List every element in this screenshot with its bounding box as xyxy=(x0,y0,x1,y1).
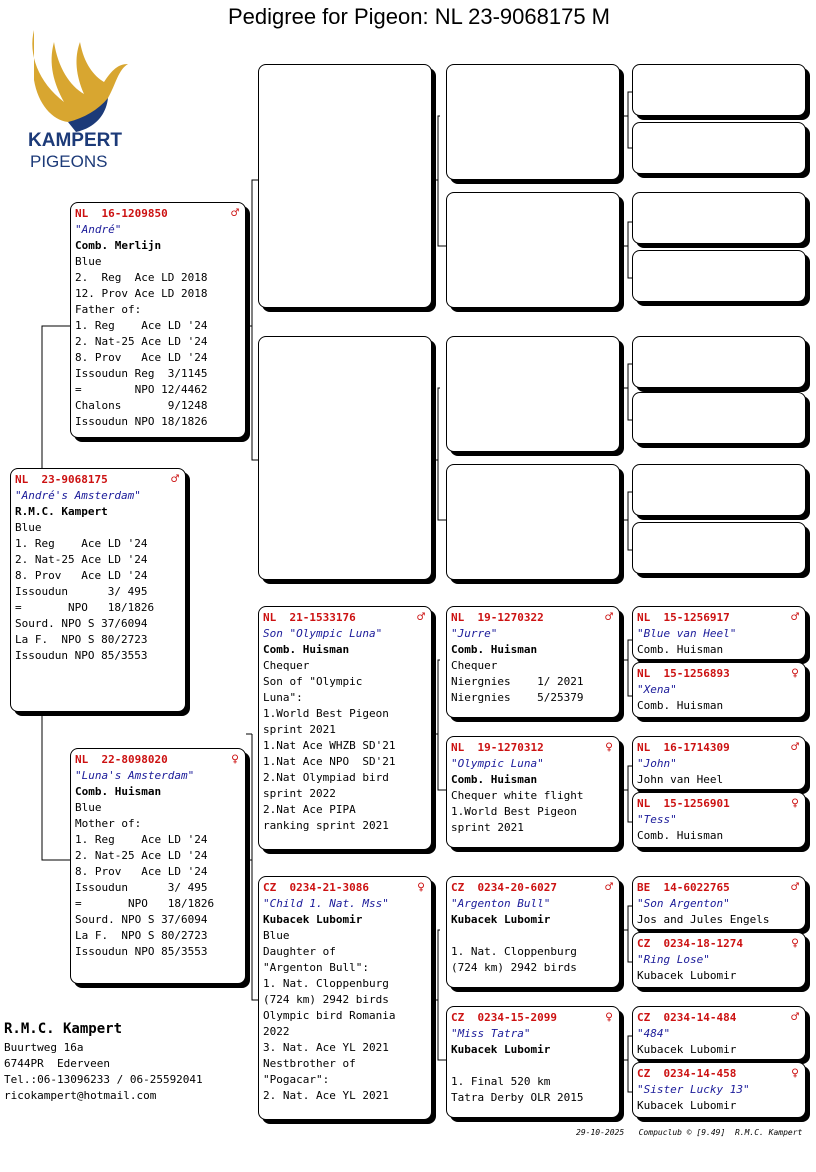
male-symbol-icon: ♂ xyxy=(791,880,799,895)
owner-email[interactable]: ricokampert@hotmail.com xyxy=(4,1089,157,1102)
empty-pedigree-card xyxy=(632,464,806,516)
sire-info-line: 8. Prov Ace LD '24 xyxy=(75,351,208,364)
pigeon-ring: CZ 0234-15-2099 xyxy=(451,1011,557,1024)
pigeon-name: "Miss Tatra" xyxy=(451,1027,531,1040)
female-symbol-icon: ♀ xyxy=(231,752,239,767)
g4-ancestor-card[interactable] xyxy=(632,1062,806,1118)
pigeon-ring: CZ 0234-20-6027 xyxy=(451,881,557,894)
dam-dam-card[interactable] xyxy=(258,876,432,1120)
pigeon-info-line xyxy=(451,928,615,944)
pigeon-info-line: 1. Final 520 km xyxy=(451,1075,551,1088)
pigeon-breeder: Comb. Huisman xyxy=(637,829,724,842)
empty-pedigree-card xyxy=(258,336,432,580)
dam-sire-info-line: sprint 2022 xyxy=(263,787,336,800)
dam-ring: NL 22-8098020 xyxy=(75,753,168,766)
pigeon-ring: CZ 0234-18-1274 xyxy=(637,937,743,950)
g4-ancestor-card[interactable] xyxy=(632,1006,806,1060)
pigeon-name: "John" xyxy=(637,757,677,770)
dam-info-line: Sourd. NPO S 37/6094 xyxy=(75,913,208,926)
sire-info-line: 12. Prov Ace LD 2018 xyxy=(75,287,208,300)
dam-name: "Luna's Amsterdam" xyxy=(75,769,195,782)
pigeon-info-line: 1. Nat. Cloppenburg xyxy=(451,945,577,958)
empty-pedigree-card xyxy=(632,522,806,574)
dam-dam-info-line: Nestbrother of xyxy=(263,1057,356,1070)
pigeon-ring: NL 19-1270322 xyxy=(451,611,544,624)
male-symbol-icon: ♂ xyxy=(791,610,799,625)
dam-sire-info-line: 2.Nat Ace PIPA xyxy=(263,803,356,816)
sire-breeder: Comb. Merlijn xyxy=(75,239,162,252)
dam-sire-ring: NL 21-1533176 xyxy=(263,611,356,624)
g4-ancestor-card[interactable] xyxy=(632,606,806,660)
great-grandparent-card[interactable] xyxy=(446,1006,620,1118)
pigeon-breeder: Comb. Huisman xyxy=(451,643,538,656)
subject-info-line: La F. NPO S 80/2723 xyxy=(15,633,148,646)
pigeon-ring: CZ 0234-14-458 xyxy=(637,1067,737,1080)
logo-text-kampert: KAMPERT xyxy=(28,130,122,151)
pigeon-ring: NL 15-1256893 xyxy=(637,667,730,680)
pigeon-ring: BE 14-6022765 xyxy=(637,881,730,894)
dam-sire-info-line: 1.World Best Pigeon xyxy=(263,707,389,720)
pigeon-breeder: Jos and Jules Engels xyxy=(637,913,770,926)
dam-info-line: La F. NPO S 80/2723 xyxy=(75,929,208,942)
dam-info-line: Issoudun NPO 85/3553 xyxy=(75,945,208,958)
dam-dam-info-line: 2022 xyxy=(263,1025,290,1038)
dam-dam-ring: CZ 0234-21-3086 xyxy=(263,881,369,894)
pigeon-name: "Tess" xyxy=(637,813,677,826)
subject-info-line: Issoudun NPO 85/3553 xyxy=(15,649,148,662)
sire-info-line: = NPO 12/4462 xyxy=(75,383,208,396)
pigeon-name: "Ring Lose" xyxy=(637,953,710,966)
empty-pedigree-card xyxy=(632,192,806,244)
pigeon-breeder: Comb. Huisman xyxy=(451,773,538,786)
pigeon-breeder: Comb. Huisman xyxy=(637,643,724,656)
dam-sire-info-line: ranking sprint 2021 xyxy=(263,819,389,832)
pigeon-info-line: Chequer white flight xyxy=(451,789,584,802)
dam-sire-info-line: Chequer xyxy=(263,659,310,672)
g4-ancestor-card[interactable] xyxy=(632,792,806,848)
pigeon-info-line: Niergnies 1/ 2021 xyxy=(451,675,584,688)
dam-sire-info-line: Luna": xyxy=(263,691,303,704)
subject-info-line: 2. Nat-25 Ace LD '24 xyxy=(15,553,148,566)
male-symbol-icon: ♂ xyxy=(171,472,179,487)
pigeon-ring: NL 16-1714309 xyxy=(637,741,730,754)
pigeon-ring: NL 15-1256917 xyxy=(637,611,730,624)
pigeon-name: "Sister Lucky 13" xyxy=(637,1083,750,1096)
sire-info-line: Issoudun Reg 3/1145 xyxy=(75,367,208,380)
pigeon-breeder: Kubacek Lubomir xyxy=(637,1099,737,1112)
sire-ring: NL 16-1209850 xyxy=(75,207,168,220)
subject-info-line: Sourd. NPO S 37/6094 xyxy=(15,617,148,630)
dam-dam-info-line: Daughter of xyxy=(263,945,336,958)
pigeon-breeder: Kubacek Lubomir xyxy=(637,969,737,982)
dam-breeder: Comb. Huisman xyxy=(75,785,162,798)
subject-pigeon-card[interactable] xyxy=(10,468,186,712)
pigeon-name: "Xena" xyxy=(637,683,677,696)
dam-sire-info-line: 1.Nat Ace WHZB SD'21 xyxy=(263,739,396,752)
pigeon-ring: NL 19-1270312 xyxy=(451,741,544,754)
pigeon-name: "Blue van Heel" xyxy=(637,627,737,640)
empty-pedigree-card xyxy=(632,250,806,302)
sire-info-line: 1. Reg Ace LD '24 xyxy=(75,319,208,332)
empty-pedigree-card xyxy=(632,336,806,388)
subject-breeder: R.M.C. Kampert xyxy=(15,505,108,518)
pigeon-info-line: sprint 2021 xyxy=(451,821,524,834)
male-symbol-icon: ♂ xyxy=(417,610,425,625)
great-grandparent-card[interactable] xyxy=(446,876,620,988)
female-symbol-icon: ♀ xyxy=(791,666,799,681)
male-symbol-icon: ♂ xyxy=(791,740,799,755)
pigeon-name: "484" xyxy=(637,1027,671,1040)
empty-pedigree-card xyxy=(446,192,620,308)
female-symbol-icon: ♀ xyxy=(791,936,799,951)
dam-info-line: 2. Nat-25 Ace LD '24 xyxy=(75,849,208,862)
pigeon-name: "Jurre" xyxy=(451,627,498,640)
dam-dam-info-line: 1. Nat. Cloppenburg xyxy=(263,977,389,990)
dam-dam-breeder: Kubacek Lubomir xyxy=(263,913,363,926)
dam-sire-info-line: sprint 2021 xyxy=(263,723,336,736)
male-symbol-icon: ♂ xyxy=(791,1010,799,1025)
page-title: Pedigree for Pigeon: NL 23-9068175 M xyxy=(228,4,610,29)
sire-info-line: Chalons 9/1248 xyxy=(75,399,208,412)
empty-pedigree-card xyxy=(632,122,806,174)
empty-pedigree-card xyxy=(446,336,620,452)
subject-info-line: 8. Prov Ace LD '24 xyxy=(15,569,148,582)
logo-text-pigeons: PIGEONS xyxy=(30,152,108,171)
pigeon-info-line: Tatra Derby OLR 2015 xyxy=(451,1091,584,1104)
dam-info-line: Blue xyxy=(75,801,102,814)
dam-info-line: Issoudun 3/ 495 xyxy=(75,881,208,894)
subject-info-line: = NPO 18/1826 xyxy=(15,601,155,614)
sire-name: "André" xyxy=(75,223,122,236)
pigeon-info-line: Niergnies 5/25379 xyxy=(451,691,584,704)
female-symbol-icon: ♀ xyxy=(791,1066,799,1081)
female-symbol-icon: ♀ xyxy=(605,1010,613,1025)
dam-dam-info-line: 2. Nat. Ace YL 2021 xyxy=(263,1089,389,1102)
dam-dam-info-line: "Pogacar": xyxy=(263,1073,330,1086)
dam-sire-breeder: Comb. Huisman xyxy=(263,643,350,656)
pigeon-breeder: Kubacek Lubomir xyxy=(451,1043,551,1056)
g4-ancestor-card[interactable] xyxy=(632,736,806,790)
sire-info-line: 2. Nat-25 Ace LD '24 xyxy=(75,335,208,348)
pigeon-breeder: Kubacek Lubomir xyxy=(637,1043,737,1056)
owner-phone: Tel.:06-13096233 / 06-25592041 xyxy=(4,1073,203,1086)
great-grandparent-card[interactable] xyxy=(446,606,620,718)
empty-pedigree-card xyxy=(446,64,620,180)
dam-dam-info-line: Blue xyxy=(263,929,290,942)
owner-name: R.M.C. Kampert xyxy=(4,1021,123,1037)
pigeon-info-line: 1.World Best Pigeon xyxy=(451,805,577,818)
g4-ancestor-card[interactable] xyxy=(632,662,806,718)
pigeon-ring: CZ 0234-14-484 xyxy=(637,1011,737,1024)
dam-sire-info-line: Son of "Olympic xyxy=(263,675,363,688)
dam-info-line: Mother of: xyxy=(75,817,142,830)
subject-name: "André's Amsterdam" xyxy=(15,489,141,502)
male-symbol-icon: ♂ xyxy=(231,206,239,221)
pigeon-info-line xyxy=(451,1058,615,1074)
sire-info-line: Father of: xyxy=(75,303,142,316)
female-symbol-icon: ♀ xyxy=(791,796,799,811)
female-symbol-icon: ♀ xyxy=(605,740,613,755)
sire-card[interactable] xyxy=(70,202,246,438)
pigeon-info-line: (724 km) 2942 birds xyxy=(451,961,577,974)
pigeon-name: "Son Argenton" xyxy=(637,897,730,910)
owner-address-line: Buurtweg 16a xyxy=(4,1041,84,1054)
pigeon-breeder: Comb. Huisman xyxy=(637,699,724,712)
g4-ancestor-card[interactable] xyxy=(632,932,806,988)
empty-pedigree-card xyxy=(258,64,432,308)
pigeon-ring: NL 15-1256901 xyxy=(637,797,730,810)
pigeon-breeder: Kubacek Lubomir xyxy=(451,913,551,926)
subject-info-line: 1. Reg Ace LD '24 xyxy=(15,537,148,550)
pigeon-info-line: Chequer xyxy=(451,659,498,672)
owner-address-line: 6744PR Ederveen xyxy=(4,1057,110,1070)
owner-contact-block xyxy=(4,1018,203,1104)
great-grandparent-card[interactable] xyxy=(446,736,620,848)
male-symbol-icon: ♂ xyxy=(605,880,613,895)
sire-info-line: 2. Reg Ace LD 2018 xyxy=(75,271,208,284)
g4-ancestor-card[interactable] xyxy=(632,876,806,930)
dam-info-line: 8. Prov Ace LD '24 xyxy=(75,865,208,878)
dam-dam-info-line: "Argenton Bull": xyxy=(263,961,369,974)
male-symbol-icon: ♂ xyxy=(605,610,613,625)
subject-info-line: Blue xyxy=(15,521,42,534)
dam-dam-info-line: Olympic bird Romania xyxy=(263,1009,396,1022)
dam-sire-info-line: 1.Nat Ace NPO SD'21 xyxy=(263,755,396,768)
dam-info-line: = NPO 18/1826 xyxy=(75,897,215,910)
dam-sire-card[interactable] xyxy=(258,606,432,850)
dam-dam-info-line: (724 km) 2942 birds xyxy=(263,993,389,1006)
dam-sire-info-line: 2.Nat Olympiad bird xyxy=(263,771,389,784)
subject-ring: NL 23-9068175 xyxy=(15,473,108,486)
dam-card[interactable] xyxy=(70,748,246,984)
pigeon-name: "Olympic Luna" xyxy=(451,757,544,770)
dam-info-line: 1. Reg Ace LD '24 xyxy=(75,833,208,846)
empty-pedigree-card xyxy=(632,392,806,444)
print-stamp: 29-10-2025 Compuclub © [9.49] R.M.C. Kampert xyxy=(576,1128,803,1137)
pigeon-name: "Argenton Bull" xyxy=(451,897,551,910)
dam-dam-name: "Child 1. Nat. Mss" xyxy=(263,897,389,910)
kampert-pigeons-logo xyxy=(24,24,134,174)
female-symbol-icon: ♀ xyxy=(417,880,425,895)
dam-dam-info-line: 3. Nat. Ace YL 2021 xyxy=(263,1041,389,1054)
empty-pedigree-card xyxy=(446,464,620,580)
sire-info-line: Blue xyxy=(75,255,102,268)
sire-info-line: Issoudun NPO 18/1826 xyxy=(75,415,208,428)
dam-sire-name: Son "Olympic Luna" xyxy=(263,627,383,640)
pigeon-breeder: John van Heel xyxy=(637,773,724,786)
empty-pedigree-card xyxy=(632,64,806,116)
subject-info-line: Issoudun 3/ 495 xyxy=(15,585,148,598)
